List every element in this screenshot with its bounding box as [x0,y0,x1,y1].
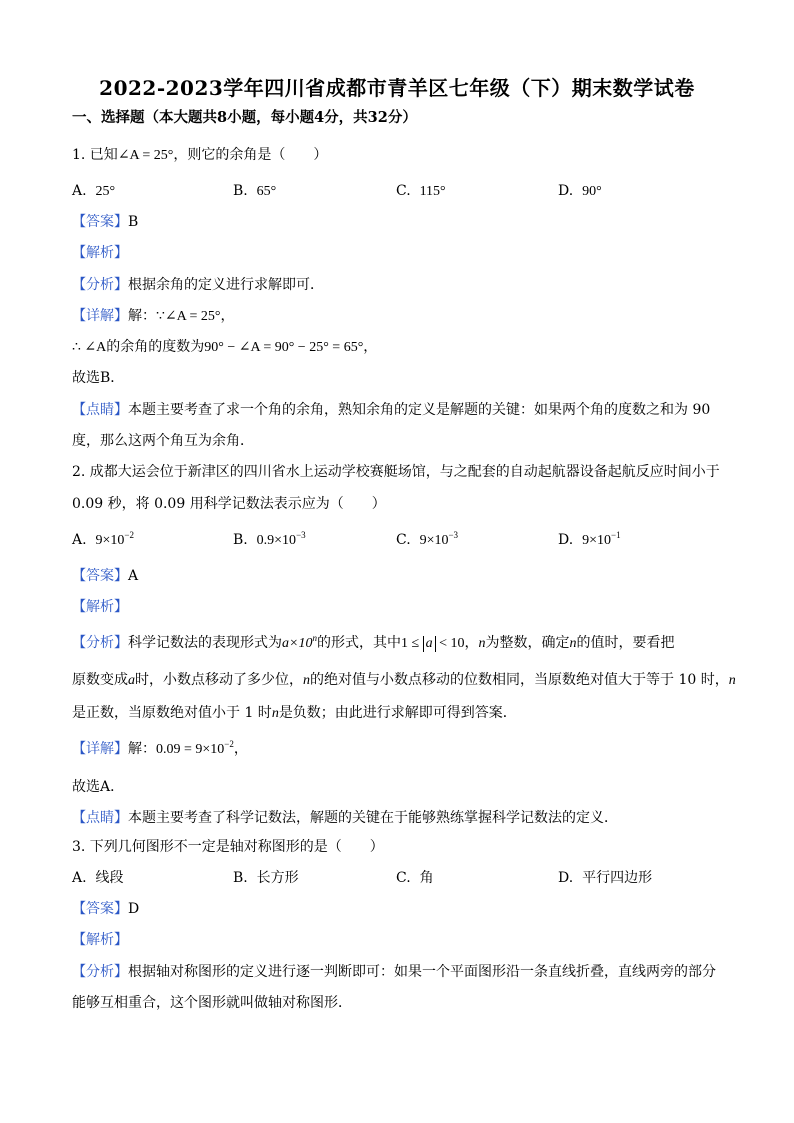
option-letter: B. [233,532,248,548]
option-text: 90° [582,184,602,199]
detail-tag: 【详解】 [72,741,128,757]
option-text: 65° [256,184,277,199]
detail-text: ， [220,308,235,324]
comment-text: 本题主要考查了科学记数法，解题的关键在于能够熟练掌握科学记数法的定义． [128,810,618,826]
q1-stem-post: ，则它的余角是（ ） [173,147,328,163]
detail-math: ∴ ∠A [72,340,107,355]
q2-option-c [396,531,458,550]
detail-text: 解： [128,308,156,324]
option-exponent: −3 [448,530,459,540]
analysis-math: n [303,673,310,688]
option-letter: C. [396,183,411,199]
q2-answer [72,567,138,585]
analysis-tag: 【分析】 [72,635,128,651]
answer-value: D [128,901,140,917]
detail-math: 0.09 = 9×10 [156,742,225,757]
detail-text: 的余角的度数为 [106,339,205,355]
option-text: 115° [419,184,446,199]
analysis-math: n [569,636,577,651]
q3-answer [72,900,139,918]
option-text: 长方形 [256,870,299,886]
analysis-text: 的值时，要看把 [576,635,675,651]
detail-tag: 【详解】 [72,308,128,324]
option-exponent: −2 [124,530,134,540]
q3-analysis-head [72,931,128,949]
q3-option-a [72,869,123,887]
analysis-math: a×10 [282,636,313,651]
q3-stem: 3. 下列几何图形不一定是轴对称图形的是（ ） [72,839,384,855]
option-text: 9×10 [419,533,449,548]
option-letter: D. [558,870,574,886]
answer-tag: 【答案】 [72,214,128,230]
q3-analysis-line1 [72,963,716,981]
analysis-exponent: n [312,633,317,643]
q2-stem-line1: 2. 成都大运会位于新津区的四川省水上运动学校赛艇场馆，与之配套的自动起航器设备起航反应时间小于 [72,464,720,480]
comment-tag: 【点睛】 [72,402,128,418]
q1-analysis-head [72,244,128,262]
analysis-math: n [271,706,279,721]
q2-stem-line2: 0.09 秒，将 0.09 用科学记数法表示应为（ ） [72,496,386,512]
q1-detail-line2 [72,338,377,357]
option-letter: C. [396,532,411,548]
answer-tag: 【答案】 [72,901,128,917]
q2-conclusion: 故选A． [72,779,125,795]
option-text: 0.9×10 [256,533,297,548]
q2-analysis-line1 [72,634,675,653]
option-letter: D. [558,532,574,548]
analysis-text: 科学记数法的表现形式为 [128,635,282,651]
q2-comment [72,809,618,827]
detail-text: ， [233,741,248,757]
q1-stem [72,146,327,165]
analysis-text: 时，小数点移动了多少位， [135,672,303,688]
q3-option-d [558,869,652,887]
q2-analysis-head [72,598,128,616]
option-text: 9×10 [95,533,125,548]
q1-answer [72,213,138,231]
q2-analysis-line2 [72,671,736,690]
q1-conclusion: 故选B． [72,370,125,386]
q1-stem-pre: 1. 已知 [72,147,118,163]
option-text: 25° [95,184,116,199]
analysis-head-tag: 【解析】 [72,599,128,615]
q1-comment-line1 [72,401,710,419]
q3-option-b [233,869,299,887]
analysis-text: 根据余角的定义进行求解即可． [128,277,324,293]
analysis-text: 的绝对值与小数点移动的位数相同，当原数绝对值大于等于 10 时， [310,672,729,688]
analysis-math: < 10 [435,636,465,651]
comment-tag: 【点睛】 [72,810,128,826]
analysis-text: 为整数，确定 [485,635,570,651]
option-text: 角 [419,870,434,886]
analysis-head-tag: 【解析】 [72,245,128,261]
absolute-value: a [423,636,436,652]
q2-option-a [72,531,134,550]
detail-math: 90° − ∠A = 90° − 25° = 65° [204,340,364,355]
detail-text: ， [363,339,378,355]
detail-text: 解： [128,741,156,757]
option-letter: A. [72,532,87,548]
answer-value: A [128,568,139,584]
q2-option-d [558,531,621,550]
analysis-math: n [478,636,486,651]
option-text: 9×10 [582,533,611,548]
q1-option-a [72,182,115,201]
detail-exponent: −2 [224,739,234,749]
page-title: 2022-2023学年四川省成都市青羊区七年级（下）期末数学试卷 [99,76,695,100]
analysis-head-tag: 【解析】 [72,932,128,948]
detail-math: ∵∠A = 25° [156,309,221,324]
option-letter: A. [72,870,87,886]
analysis-text: ， [464,635,479,651]
option-letter: D. [558,183,574,199]
q2-analysis-line3 [72,704,517,723]
option-text: 线段 [95,870,124,886]
section-heading: 一、选择题（本大题共8小题，每小题4分，共32分） [72,109,417,126]
q1-comment-line2: 度，那么这两个角互为余角． [72,433,254,449]
option-text: 平行四边形 [582,870,653,886]
q1-option-b [233,182,276,201]
q1-detail-line1 [72,307,234,326]
answer-value: B [128,214,139,230]
q1-stem-math: ∠A = 25° [117,148,174,163]
option-exponent: −1 [611,530,621,540]
answer-tag: 【答案】 [72,568,128,584]
q1-option-d [558,182,602,201]
q3-analysis-line2: 能够互相重合，这个图形就叫做轴对称图形． [72,995,352,1011]
option-exponent: −3 [296,530,306,540]
q2-option-b [233,531,306,550]
analysis-tag: 【分析】 [72,277,128,293]
option-letter: B. [233,183,248,199]
option-letter: C. [396,870,411,886]
q1-option-c [396,182,446,201]
analysis-math: a [128,673,135,688]
q1-analysis [72,276,324,294]
analysis-text: 是负数；由此进行求解即可得到答案． [278,705,517,721]
option-letter: A. [72,183,87,199]
analysis-tag: 【分析】 [72,964,128,980]
analysis-text: 原数变成 [72,672,128,688]
analysis-text: 根据轴对称图形的定义进行逐一判断即可：如果一个平面图形沿一条直线折叠，直线两旁的部分 [128,964,716,980]
option-letter: B. [233,870,248,886]
analysis-text: 是正数，当原数绝对值小于 1 时 [72,705,272,721]
q2-detail [72,740,248,759]
q3-option-c [396,869,434,887]
analysis-text: 的形式，其中 [316,635,401,651]
analysis-math: n [728,673,736,688]
analysis-math: 1 ≤ [400,636,423,651]
comment-text: 本题主要考查了求一个角的余角，熟知余角的定义是解题的关键：如果两个角的度数之和为 90 [128,402,711,418]
